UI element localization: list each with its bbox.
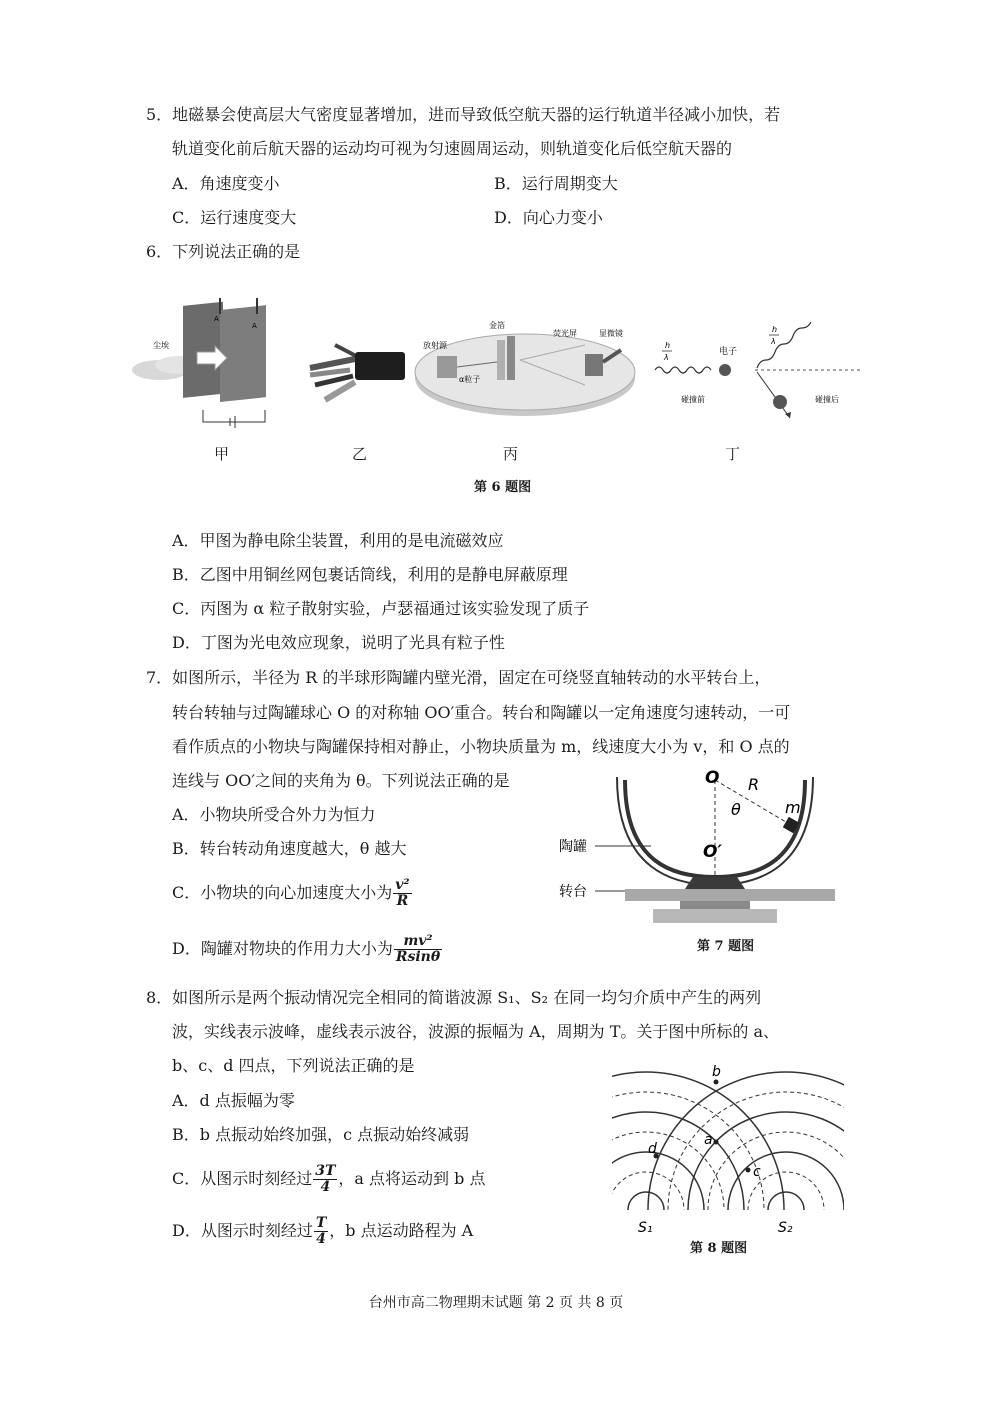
photon-h-after: h — [772, 325, 778, 334]
photon-lambda-before: λ — [664, 353, 669, 362]
q5-option-b: B．运行周期变大 — [494, 174, 618, 193]
q6-option-d: D．丁图为光电效应现象，说明了光具有粒子性 — [172, 633, 505, 652]
alpha-scattering-figure — [415, 320, 635, 416]
q6-label-jia: 甲 — [214, 445, 230, 463]
q7-stem-line3: 看作质点的小物块与陶罐保持相对静止，小物块质量为 m，线速度大小为 v，和 O 点的 — [172, 737, 790, 756]
q7-stem-line4: 连线与 OO′之间的夹角为 θ。下列说法正确的是 — [172, 771, 510, 790]
source-s1-label: S₁ — [638, 1220, 653, 1236]
q8-option-c — [172, 1164, 485, 1195]
turntable-label: 转台 — [559, 884, 587, 900]
point-c-label: c — [753, 1164, 761, 1180]
point-O-label: O — [705, 768, 720, 788]
q8-option-d — [172, 1216, 473, 1247]
point-b-label: b — [712, 1064, 721, 1080]
precipitator-figure — [132, 298, 266, 428]
radius-R-label: R — [748, 775, 760, 794]
q6-option-b: B．乙图中用铜丝网包裹话筒线，利用的是静电屏蔽原理 — [172, 565, 568, 584]
foil-label: 金箔 — [489, 321, 505, 330]
q7-option-c — [172, 878, 413, 909]
q7-option-c-fraction — [393, 878, 411, 909]
q5-option-c: C．运行速度变大 — [172, 208, 297, 227]
q8-caption: 第 8 题图 — [690, 1241, 748, 1256]
photon-lambda-after: λ — [771, 337, 776, 346]
q8-c-numerator: 3T — [315, 1163, 336, 1179]
q7-d-denominator: Rsinθ — [395, 949, 441, 965]
q6-label-yi: 乙 — [352, 445, 368, 463]
q6-option-a: A．甲图为静电除尘装置，利用的是电流磁效应 — [172, 531, 504, 550]
q6-caption: 第 6 题图 — [474, 480, 532, 495]
point-Oprime-label: O′ — [703, 842, 722, 862]
q8-option-d-text: D．从图示时刻经过 — [172, 1221, 313, 1240]
q7-option-a: A．小物块所受合外力为恒力 — [172, 805, 376, 824]
page-footer: 台州市高二物理期末试题 第 2 页 共 8 页 — [368, 1295, 624, 1311]
q6-label-ding: 丁 — [725, 445, 741, 463]
electron-label: 电子 — [719, 347, 738, 357]
q7-option-b: B．转台转动角速度越大，θ 越大 — [172, 839, 407, 858]
q7-c-denominator: R — [396, 893, 409, 909]
q6-option-c: C．丙图为 α 粒子散射实验，卢瑟福通过该实验发现了质子 — [172, 599, 590, 618]
q8-option-b: B．b 点振动始终加强，c 点振动始终减弱 — [172, 1125, 470, 1144]
dust-label: 尘埃 — [153, 341, 169, 350]
q8-option-c-fraction — [313, 1164, 337, 1195]
q8-d-denominator: 4 — [316, 1231, 326, 1247]
q5-stem-line1: 5．地磁暴会使高层大气密度显著增加，进而导致低空航天器的运行轨道半径减小加快，若 — [146, 105, 781, 124]
after-collision-label: 碰撞后 — [815, 395, 839, 404]
point-c — [746, 1168, 751, 1173]
screen-label: 荧光屏 — [553, 329, 577, 338]
photon-h-before: h — [665, 341, 671, 350]
q8-stem-line3: b、c、d 四点，下列说法正确的是 — [172, 1056, 415, 1075]
alpha-particle-label: α粒子 — [459, 375, 481, 384]
q5-stem-line2: 轨道变化前后航天器的运动均可视为匀速圆周运动，则轨道变化后低空航天器的 — [172, 139, 733, 158]
source-s2-label: S₂ — [778, 1220, 793, 1236]
q8-c-denominator: 4 — [320, 1179, 331, 1195]
q5-option-d: D．向心力变小 — [494, 208, 603, 227]
point-d-label: d — [648, 1141, 657, 1157]
q7-option-d — [172, 934, 443, 965]
plate-mark-left: A — [214, 315, 219, 323]
point-b — [714, 1080, 719, 1085]
q7-d-numerator: mv² — [394, 934, 442, 950]
q8-option-d-fraction — [314, 1216, 328, 1247]
q7-option-c-text: C．小物块的向心加速度大小为 — [172, 883, 393, 902]
q7-option-d-text: D．陶罐对物块的作用力大小为 — [172, 939, 393, 958]
plate-mark-right: A — [252, 322, 257, 330]
pot-label: 陶罐 — [559, 839, 587, 855]
q7-option-d-fraction — [394, 934, 442, 965]
shielded-cable-figure — [310, 345, 405, 400]
q7-stem-line1: 7．如图所示，半径为 R 的半球形陶罐内壁光滑，固定在可绕竖直轴转动的水平转台上， — [146, 668, 771, 687]
point-a — [714, 1140, 719, 1145]
microscope-label: 显微镜 — [599, 329, 623, 338]
q8-option-c-text: C．从图示时刻经过 — [172, 1169, 313, 1188]
q8-figure — [612, 1060, 844, 1240]
q6-stem: 6．下列说法正确的是 — [146, 242, 301, 261]
mass-m-label: m — [785, 798, 801, 817]
angle-theta-label: θ — [731, 800, 741, 819]
q6-figure — [125, 290, 865, 440]
q6-label-bing: 丙 — [503, 445, 519, 463]
q8-option-a: A．d 点振幅为零 — [172, 1091, 295, 1110]
q8-stem-line2: 波，实线表示波峰，虚线表示波谷，波源的振幅为 A，周期为 T。关于图中所标的 a、 — [172, 1022, 780, 1041]
q8-option-d-suffix: ，b 点运动路程为 A — [329, 1221, 474, 1240]
q8-stem-line1: 8．如图所示是两个振动情况完全相同的简谐波源 S₁、S₂ 在同一均匀介质中产生的两列 — [146, 988, 762, 1007]
q7-c-numerator: v² — [395, 877, 410, 893]
q7-caption: 第 7 题图 — [697, 939, 755, 954]
compton-figure — [655, 322, 860, 418]
source-label: 放射源 — [423, 341, 447, 350]
q7-stem-line2: 转台转轴与过陶罐球心 O 的对称轴 OO′重合。转台和陶罐以一定角速度匀速转动，一可 — [172, 703, 791, 722]
q8-option-c-suffix: ，a 点将运动到 b 点 — [338, 1169, 486, 1188]
q5-option-a: A．角速度变小 — [172, 174, 280, 193]
point-a-label: a — [704, 1132, 713, 1148]
before-collision-label: 碰撞前 — [681, 395, 705, 404]
q7-figure — [555, 765, 845, 930]
q8-d-numerator: T — [315, 1215, 327, 1231]
